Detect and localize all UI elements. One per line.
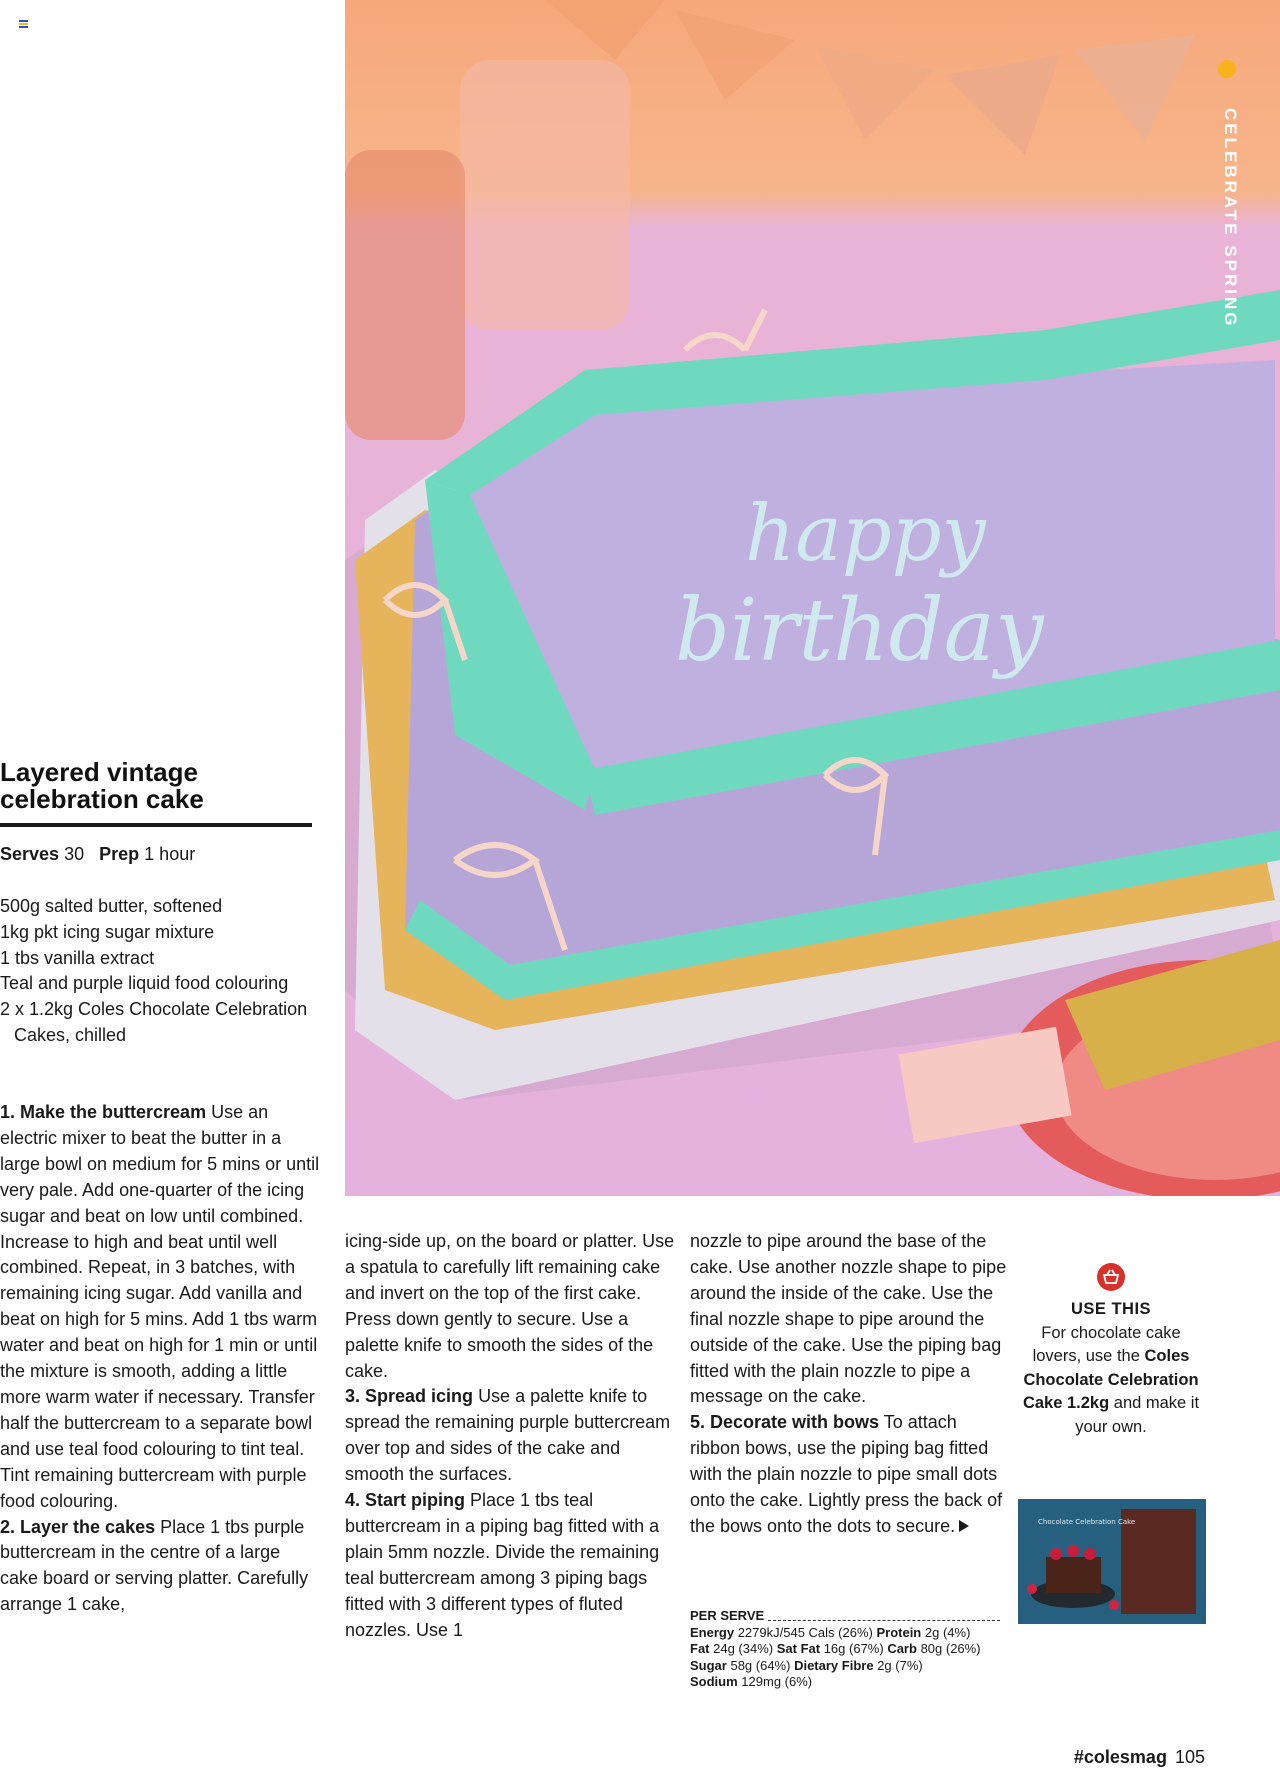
shopping-basket-icon [1096, 1262, 1126, 1292]
bunting-flag [545, 0, 665, 60]
serves-value: 30 [64, 844, 85, 864]
method-column-3 [690, 1229, 1010, 1540]
nutrient-value: 2g (7%) [877, 1657, 923, 1673]
step-title: 4. Start piping [345, 1490, 466, 1511]
ingredients-list [0, 894, 320, 1049]
method-step [690, 1410, 1010, 1540]
ingredient-item: 1kg pkt icing sugar mixture [0, 921, 215, 942]
bunting-flag [815, 45, 935, 140]
cake-illustration [345, 0, 1280, 1196]
title-line-1: Layered vintage [0, 757, 198, 787]
nutrient-value: 24g (34%) [713, 1641, 774, 1656]
method-column-2 [345, 1229, 675, 1644]
step-text: To attach ribbon bows, use the piping bag fitted with the plain nozzle to pipe small dots onto the cake. Lightly press the back of the bows onto the dots to secure. [690, 1412, 1003, 1536]
use-this-text-before: For chocolate cake lovers, use the [1032, 1323, 1181, 1365]
nutrition-line [690, 1674, 1000, 1691]
nutrient-value: 2g (4%) [924, 1624, 971, 1640]
step-title: 3. Spread icing [345, 1386, 474, 1407]
method-step [345, 1384, 675, 1488]
nutrient-label: Sugar [690, 1657, 727, 1673]
ingredient-item: 500g salted butter, softened [0, 896, 223, 916]
nutrition-panel [690, 1608, 1000, 1691]
method-step [0, 1515, 320, 1619]
bunting-flag [675, 10, 795, 100]
method-column-1 [0, 1100, 320, 1618]
serves-prep [0, 843, 195, 865]
product-box-illustration [1018, 1499, 1206, 1624]
accent-dot [1218, 60, 1236, 78]
nutrient-value: 16g (67%) [823, 1641, 884, 1656]
nutrient-value: 129mg (6%) [741, 1674, 813, 1689]
method-step-continued [345, 1229, 675, 1384]
prep-label: Prep [99, 844, 140, 864]
recipe-title [0, 759, 312, 813]
hashtag: #colesmag [1073, 1747, 1167, 1767]
step-text: nozzle to pipe around the base of the cake. Use another nozzle shape to pipe around the inside of the cake. Use the final nozzle shape to pipe around the outside of the cake. Use the piping bag fitted with the plain nozzle to pipe a message on the cake. [690, 1231, 1007, 1407]
nutrient-label: Carb [887, 1641, 917, 1656]
use-this-box [1018, 1262, 1204, 1439]
nutrient-label: Dietary Fibre [794, 1657, 874, 1673]
title-rule [0, 823, 312, 827]
step-title: 2. Layer the cakes [0, 1516, 156, 1537]
nutrient-value: 58g (64%) [730, 1657, 791, 1673]
use-this-text [1018, 1322, 1204, 1440]
language-flag-icon [19, 20, 28, 27]
glass [345, 150, 465, 440]
nutrient-value: 2279kJ/545 Cals (26%) [737, 1624, 873, 1640]
continue-arrow-icon [959, 1520, 969, 1532]
product-box-text: Chocolate Celebration Cake [1038, 1518, 1136, 1526]
page-footer [1074, 1747, 1205, 1768]
nutrient-label: Energy [690, 1624, 735, 1640]
step-text: Use an electric mixer to beat the butter in a large bowl on medium for 5 mins or until very pale. Add one-quarter of the icing sugar and beat on low until combined. Increase to high and beat until well combined. Repeat, in 3 batches, with remaining icing sugar. Add vanilla and beat on high for 5 mins. Add 1 tbs warm water and beat on high for 1 min or until the mixture is smooth, adding a little more warm water if necessary. Transfer half the buttercream to a separate bowl and use teal food colouring to tint teal. Tint remaining buttercream with purple food colouring. [0, 1102, 320, 1511]
nutrition-line [690, 1658, 1000, 1675]
nutrition-line [690, 1625, 1000, 1642]
method-step-continued [690, 1229, 1010, 1410]
use-this-text-after: and make it your own. [1075, 1394, 1200, 1436]
nutrition-line [690, 1641, 1000, 1658]
step-text: Place 1 tbs purple buttercream in the centre of a large cake board or serving platter. Carefully arrange 1 cake, [0, 1516, 309, 1615]
ingredient-item: 2 x 1.2kg Coles Chocolate Celebration Cakes, chilled [0, 999, 308, 1045]
title-line-2: celebration cake [0, 784, 204, 814]
cake-message-line1: happy [745, 489, 986, 579]
step-title: 5. Decorate with bows [690, 1412, 880, 1433]
prep-value: 1 hour [144, 844, 196, 864]
nutrient-value: 80g (26%) [920, 1641, 981, 1656]
product-name: Coles Chocolate Celebration Cake 1.2kg [1022, 1347, 1199, 1412]
nutrition-heading-row [690, 1608, 1000, 1625]
product-image [1018, 1499, 1206, 1624]
use-this-heading: USE THIS [1070, 1300, 1152, 1318]
bunting-flag [1075, 35, 1195, 140]
step-title: 1. Make the buttercream [0, 1102, 207, 1122]
page-number: 105 [1174, 1747, 1205, 1767]
step-text: Use a palette knife to spread the remaining purple buttercream over top and sides of the cake and smooth the surfaces. [345, 1386, 671, 1485]
nutrient-label: Protein [876, 1624, 922, 1640]
bunting-flag [945, 55, 1060, 155]
serves-label: Serves [0, 844, 60, 864]
step-text: icing-side up, on the board or platter. Use a spatula to carefully lift remaining cake and invert on the top of the first cake. Press down gently to secure. Use a palette knife to smooth the sides of the cake. [345, 1231, 675, 1381]
ingredient-item: 1 tbs vanilla extract [0, 947, 155, 968]
nutrition-heading: PER SERVE [690, 1608, 765, 1623]
section-label: CELEBRATE SPRING [1221, 108, 1240, 329]
nutrient-label: Fat [690, 1641, 710, 1656]
cake-message-line2: birthday [675, 581, 1044, 681]
ingredient-item: Teal and purple liquid food colouring [0, 973, 289, 994]
nutrient-label: Sat Fat [776, 1641, 821, 1656]
method-step [0, 1100, 320, 1515]
glass [460, 60, 630, 330]
step-text: Place 1 tbs teal buttercream in a piping bag fitted with a plain 5mm nozzle. Divide the remaining teal buttercream among 3 piping bags fitted with 3 different types of fluted nozzles. Use 1 [345, 1490, 660, 1640]
cake-photo [345, 0, 1280, 1196]
nutrient-label: Sodium [690, 1674, 738, 1689]
method-step [345, 1488, 675, 1643]
